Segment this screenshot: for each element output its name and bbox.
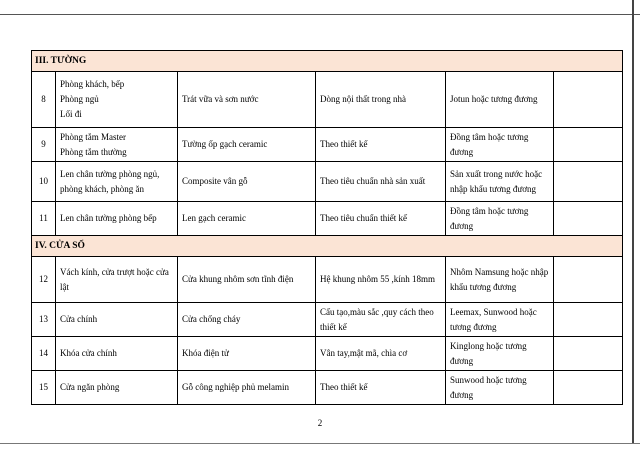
standard-cell: Theo thiết kế bbox=[316, 128, 446, 162]
brand-cell: Jotun hoặc tương đương bbox=[446, 72, 554, 128]
area-line: Cửa ngăn phòng bbox=[60, 382, 120, 392]
standard-cell: Theo tiêu chuẩn nhà sản xuất bbox=[316, 162, 446, 202]
area-cell bbox=[56, 72, 178, 128]
notes-cell bbox=[554, 128, 623, 162]
notes-cell bbox=[554, 303, 623, 337]
table-row bbox=[32, 72, 623, 128]
area-line: Phòng khách, bếp bbox=[60, 79, 125, 89]
table-row bbox=[32, 337, 623, 371]
brand-cell: Đồng tâm hoặc tương đương bbox=[446, 128, 554, 162]
area-line: Phòng tắm Master bbox=[60, 131, 126, 142]
area-cell bbox=[56, 128, 178, 162]
item-number-cell: 9 bbox=[32, 128, 56, 162]
notes-cell bbox=[554, 162, 623, 202]
notes-cell bbox=[554, 72, 623, 128]
area-cell bbox=[56, 303, 178, 337]
area-cell bbox=[56, 337, 178, 371]
standard-cell: Dòng nội thất trong nhà bbox=[316, 72, 446, 128]
standard-cell: Theo thiết kế bbox=[316, 371, 446, 405]
item-number-cell: 12 bbox=[32, 257, 56, 303]
standard-cell: Vân tay,mật mã, chìa cơ bbox=[316, 337, 446, 371]
area-line: Khóa cửa chính bbox=[60, 348, 117, 358]
material-cell: Cửa khung nhôm sơn tĩnh điện bbox=[178, 257, 316, 303]
brand-cell: Sunwood hoặc tương đương bbox=[446, 371, 554, 405]
area-line: Vách kính, cửa trượt hoặc cửa lật bbox=[60, 266, 169, 292]
table-row bbox=[32, 257, 623, 303]
area-line: Phòng ngủ bbox=[60, 94, 99, 104]
brand-cell: Nhôm Namsung hoặc nhập khẩu tương đương bbox=[446, 257, 554, 303]
table-row bbox=[32, 303, 623, 337]
table-row bbox=[32, 162, 623, 202]
brand-cell: Sản xuất trong nước hoặc nhập khẩu tương đương bbox=[446, 162, 554, 202]
material-cell: Tường ốp gạch ceramic bbox=[178, 128, 316, 162]
notes-cell bbox=[554, 257, 623, 303]
material-cell: Gỗ công nghiệp phủ melamin bbox=[178, 371, 316, 405]
section-header-row bbox=[32, 236, 623, 257]
specification-table-body bbox=[32, 51, 623, 405]
area-cell bbox=[56, 257, 178, 303]
area-cell bbox=[56, 202, 178, 236]
specification-table bbox=[31, 50, 623, 405]
section-header-row bbox=[32, 51, 623, 72]
section-title: IV. CỬA SỔ bbox=[32, 236, 623, 257]
page-top-border bbox=[0, 0, 640, 15]
material-cell: Composite vân gỗ bbox=[178, 162, 316, 202]
item-number-cell: 14 bbox=[32, 337, 56, 371]
table-row bbox=[32, 128, 623, 162]
brand-cell: Kinglong hoặc tương đương bbox=[446, 337, 554, 371]
item-number-cell: 11 bbox=[32, 202, 56, 236]
material-cell: Len gạch ceramic bbox=[178, 202, 316, 236]
page-right-border bbox=[632, 0, 640, 452]
item-number-cell: 10 bbox=[32, 162, 56, 202]
material-cell: Trát vữa và sơn nước bbox=[178, 72, 316, 128]
notes-cell bbox=[554, 337, 623, 371]
area-cell bbox=[56, 371, 178, 405]
item-number-cell: 15 bbox=[32, 371, 56, 405]
area-line: Len chân tường phòng ngủ, phòng khách, phòng ăn bbox=[60, 168, 160, 194]
material-cell: Cửa chống cháy bbox=[178, 303, 316, 337]
area-line: Phòng tắm thường bbox=[60, 146, 127, 157]
brand-cell: Đồng tâm hoặc tương đương bbox=[446, 202, 554, 236]
table-row bbox=[32, 202, 623, 236]
standard-cell: Cấu tạo,màu sắc ,quy cách theo thiết kế bbox=[316, 303, 446, 337]
area-line: Len chân tường phòng bếp bbox=[60, 213, 157, 223]
standard-cell: Theo tiêu chuẩn thiết kế bbox=[316, 202, 446, 236]
page-number: 2 bbox=[317, 418, 323, 428]
table-row bbox=[32, 371, 623, 405]
section-title: III. TƯỜNG bbox=[32, 51, 623, 72]
item-number-cell: 8 bbox=[32, 72, 56, 128]
standard-cell: Hệ khung nhôm 55 ,kính 18mm bbox=[316, 257, 446, 303]
page-bottom-border bbox=[0, 443, 640, 452]
area-line: Lối đi bbox=[60, 109, 82, 119]
area-line: Cửa chính bbox=[60, 314, 98, 324]
notes-cell bbox=[554, 202, 623, 236]
material-cell: Khóa điện tử bbox=[178, 337, 316, 371]
brand-cell: Leemax, Sunwood hoặc tương đương bbox=[446, 303, 554, 337]
notes-cell bbox=[554, 371, 623, 405]
area-cell bbox=[56, 162, 178, 202]
item-number-cell: 13 bbox=[32, 303, 56, 337]
